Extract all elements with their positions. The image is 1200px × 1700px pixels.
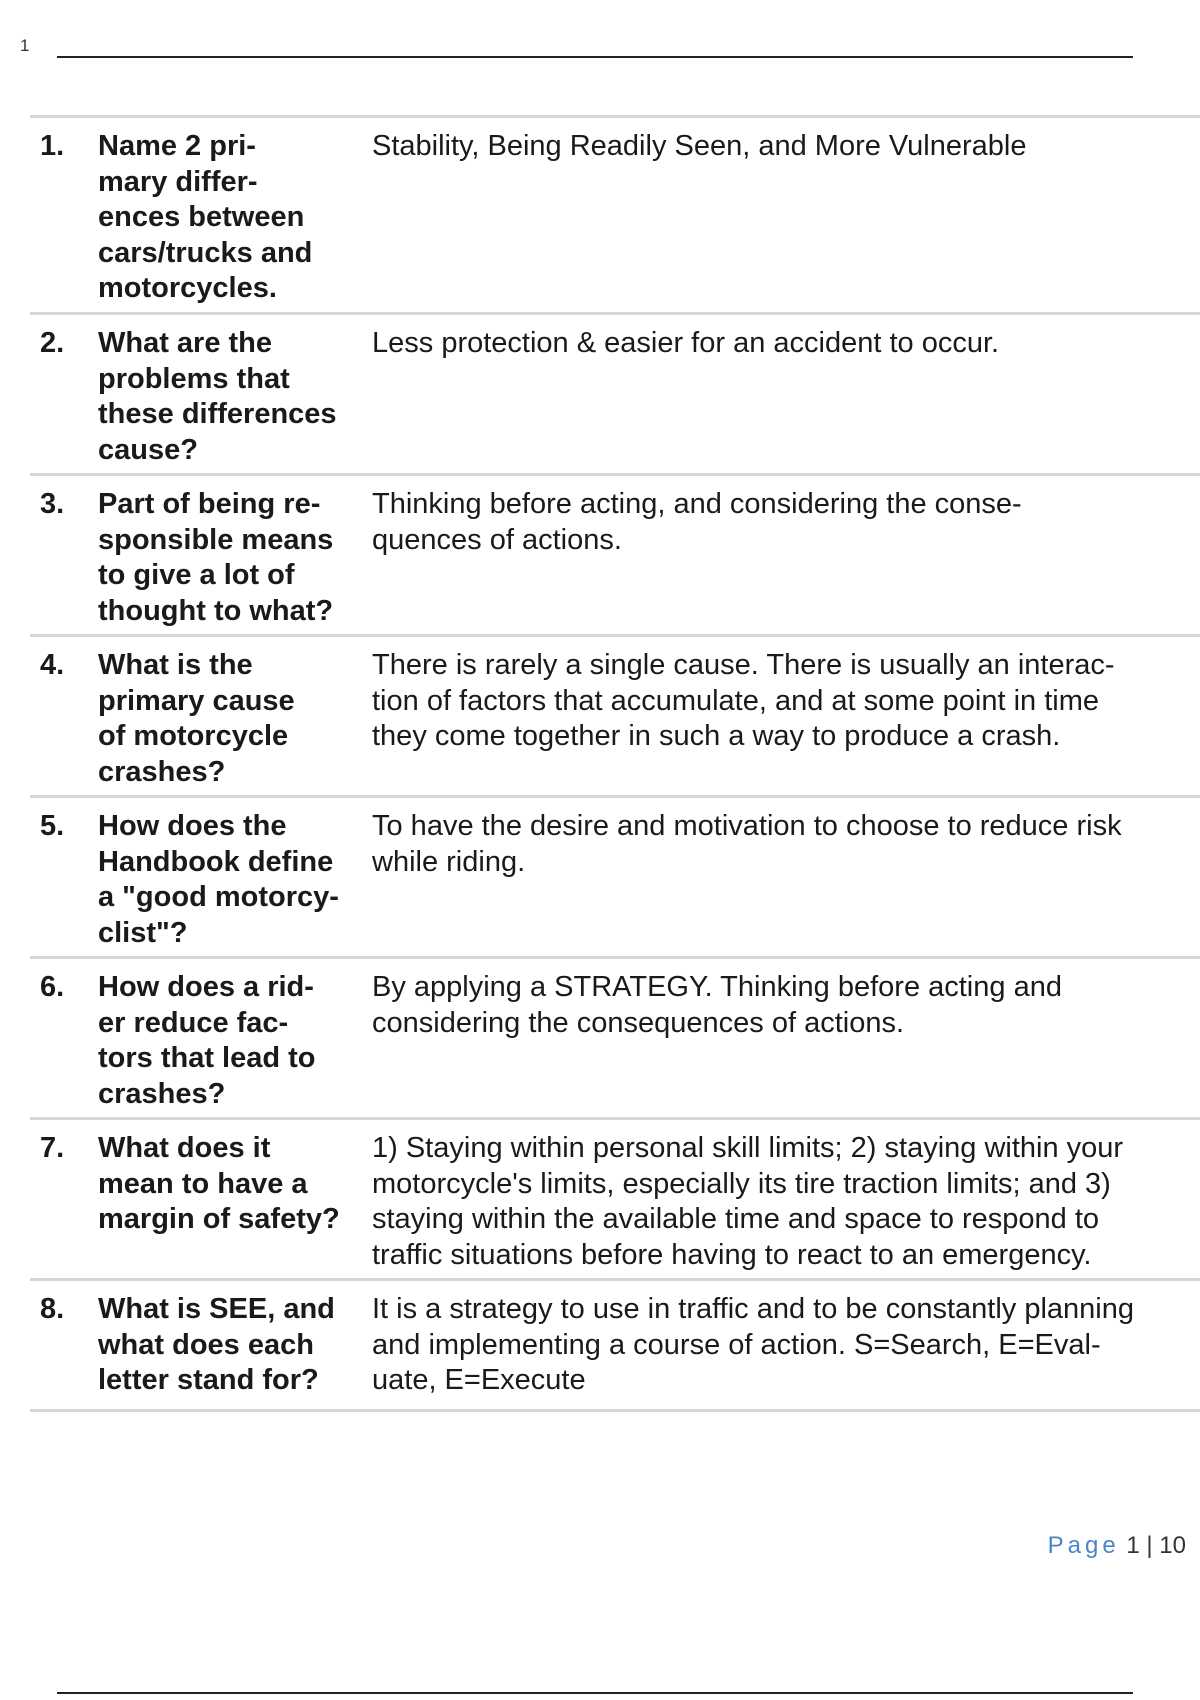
question-text: How does a rid- er reduce fac- tors that lead to crashes?: [98, 971, 316, 1110]
qa-row: [30, 476, 1200, 637]
question-text: Part of being re- sponsible means to give a lot of thought to what?: [98, 488, 334, 627]
footer-page-word: Page: [1047, 1532, 1120, 1559]
answer-text: Stability, Being Readily Seen, and More Vulnerable: [372, 130, 1027, 162]
qa-row: [30, 118, 1200, 315]
question-number: 6.: [40, 971, 65, 1003]
qa-row: [30, 1120, 1200, 1281]
answer-text: Less protection & easier for an accident to occur.: [372, 327, 1000, 359]
question-text: What are the problems that these differences cause?: [98, 327, 337, 466]
question-text: What does it mean to have a margin of safety?: [98, 1132, 340, 1235]
qa-row: [30, 959, 1200, 1120]
qa-row: [30, 315, 1200, 476]
question-text: What is SEE, and what does each letter stand for?: [98, 1293, 335, 1396]
header-page-mark: 1: [20, 36, 30, 55]
question-number: 7.: [40, 1132, 65, 1164]
footer-separator: |: [1146, 1532, 1153, 1559]
footer-page-indicator: [1048, 1532, 1186, 1560]
question-number: 4.: [40, 649, 65, 681]
qa-row: [30, 637, 1200, 798]
question-number: 3.: [40, 488, 65, 520]
header-rule: [57, 56, 1133, 58]
answer-text: It is a strategy to use in traffic and to be constantly planning and implementing a course of action. S=Search, E=Eval- uate, E=Execute: [372, 1293, 1134, 1396]
answer-text: Thinking before acting, and considering the conse- quences of actions.: [372, 488, 1022, 556]
footer-page-total: 10: [1159, 1532, 1186, 1559]
answer-text: There is rarely a single cause. There is usually an interac- tion of factors that accumulate, and at some point in time they come together in such a way to produce a crash.: [372, 649, 1115, 752]
qa-row: [30, 798, 1200, 959]
answer-text: To have the desire and motivation to choose to reduce risk while riding.: [372, 810, 1122, 878]
qa-table: [30, 115, 1200, 1412]
qa-row: [30, 1281, 1200, 1412]
question-number: 8.: [40, 1293, 65, 1325]
question-text: Name 2 pri- mary differ- ences between cars/trucks and motorcycles.: [98, 130, 313, 304]
question-text: What is the primary cause of motorcycle crashes?: [98, 649, 295, 788]
question-number: 1.: [40, 130, 65, 162]
question-number: 5.: [40, 810, 65, 842]
question-text: How does the Handbook define a "good motorcy- clist"?: [98, 810, 339, 949]
footer-rule: [57, 1692, 1133, 1694]
question-number: 2.: [40, 327, 65, 359]
answer-text: By applying a STRATEGY. Thinking before acting and considering the consequences of actions.: [372, 971, 1062, 1039]
footer-page-current: 1: [1126, 1532, 1140, 1559]
answer-text: 1) Staying within personal skill limits; 2) staying within your motorcycle's limits, especially its tire traction limits; and 3) staying within the available time and space to respond to traffic situations before having to react to an emergency.: [372, 1132, 1124, 1271]
